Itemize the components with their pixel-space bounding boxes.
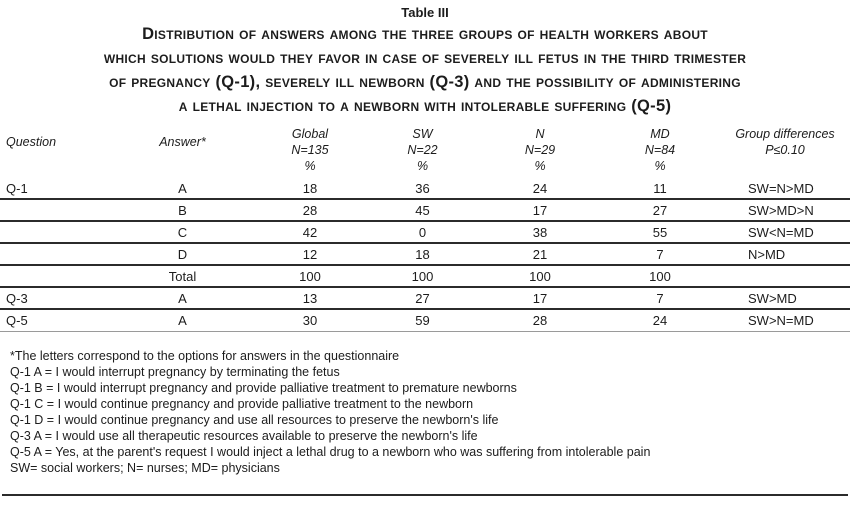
col-header-percent: % — [654, 159, 666, 173]
cell-group-diff: SW<N=MD — [748, 224, 814, 240]
cell-md: 24 — [652, 313, 668, 328]
col-header-question — [0, 124, 110, 178]
cell-group-diff: SW>MD — [748, 290, 797, 306]
cell-answer: C — [177, 224, 188, 240]
cell-global: 12 — [302, 246, 318, 262]
cell-group-diff: SW>N=MD — [748, 313, 814, 328]
col-header-nurses — [480, 124, 600, 178]
cell-n: 28 — [532, 313, 548, 328]
col-header-label: SW — [412, 127, 433, 141]
footnote-q1b: Q-1 B = I would interrupt pregnancy and provide palliative treatment to premature newborns — [10, 381, 517, 395]
cell-sw: 59 — [415, 313, 430, 328]
col-header-label: Question — [6, 135, 57, 149]
footnote-q5a: Q-5 A = Yes, at the parent's request I would inject a lethal drug to a newborn who was suffering from intolerable pain — [10, 445, 651, 459]
table-row — [0, 288, 850, 310]
cell-n: 17 — [532, 202, 548, 218]
col-header-group-differences — [720, 124, 850, 178]
col-header-label: N — [535, 127, 545, 141]
col-header-n: N=29 — [524, 143, 556, 157]
table-number-label: Table III — [401, 5, 449, 20]
figure-bottom-rule — [2, 494, 848, 496]
col-header-global — [255, 124, 365, 178]
table-caption — [0, 0, 850, 118]
cell-group-diff: SW>MD>N — [748, 202, 814, 218]
table-title-line: a lethal injection to a newborn with intolerable suffering (Q-5) — [178, 97, 672, 115]
table-footnotes — [0, 348, 850, 476]
cell-sw: 27 — [415, 290, 430, 306]
table-title-line: Distribution of answers among the three groups of health workers about — [142, 25, 708, 43]
cell-md: 100 — [649, 268, 671, 284]
cell-n: 100 — [529, 268, 551, 284]
table-row — [0, 244, 850, 266]
cell-n: 17 — [532, 290, 548, 306]
cell-global: 13 — [302, 290, 318, 306]
cell-answer: Total — [168, 268, 197, 284]
cell-md: 11 — [653, 180, 667, 196]
col-header-n: N=84 — [644, 143, 676, 157]
table-row — [0, 222, 850, 244]
cell-group-diff: SW=N>MD — [748, 180, 814, 196]
table-header-row — [0, 124, 850, 178]
table-row-total — [0, 266, 850, 288]
cell-question: Q-5 — [6, 313, 28, 328]
cell-global: 18 — [302, 180, 318, 196]
col-header-percent: % — [416, 159, 429, 173]
cell-n: 21 — [532, 246, 548, 262]
table-title-line: which solutions would they favor in case of severely ill fetus in the third trimester — [103, 49, 747, 67]
cell-md: 55 — [652, 224, 668, 240]
cell-md: 7 — [656, 246, 664, 262]
footnote-q1a: Q-1 A = I would interrupt pregnancy by terminating the fetus — [10, 365, 340, 379]
cell-answer: D — [177, 246, 188, 262]
col-header-n: N=22 — [407, 143, 438, 157]
col-header-label: Group differences — [735, 127, 835, 141]
col-header-sw — [365, 124, 480, 178]
cell-global: 28 — [302, 202, 318, 218]
footnote-q1d: Q-1 D = I would continue pregnancy and use all resources to preserve the newborn's life — [10, 413, 499, 427]
table-title-line: of pregnancy (Q-1), severely ill newborn (Q-3) and the possibility of administering — [109, 73, 741, 91]
cell-n: 24 — [532, 180, 548, 196]
cell-n: 38 — [532, 224, 548, 240]
cell-global: 30 — [302, 313, 318, 328]
footnote-abbreviations: SW= social workers; N= nurses; MD= physicians — [10, 461, 280, 475]
table-row — [0, 178, 850, 200]
cell-global: 42 — [302, 224, 318, 240]
cell-sw: 18 — [415, 246, 430, 262]
cell-sw: 36 — [415, 180, 430, 196]
footnote-q1c: Q-1 C = I would continue pregnancy and provide palliative treatment to the newborn — [10, 397, 474, 411]
col-header-percent: % — [534, 159, 546, 173]
cell-global: 100 — [299, 268, 321, 284]
cell-group-diff: N>MD — [748, 246, 786, 262]
cell-answer: A — [178, 313, 187, 328]
footnote-asterisk: *The letters correspond to the options for answers in the questionnaire — [10, 349, 400, 363]
col-header-label: Global — [291, 127, 329, 141]
col-header-pvalue: P≤0.10 — [765, 143, 805, 157]
col-header-answer — [110, 124, 255, 178]
cell-answer: B — [178, 202, 187, 218]
cell-answer: A — [178, 180, 187, 196]
table-row — [0, 310, 850, 332]
col-header-label: Answer* — [159, 135, 206, 149]
col-header-md — [600, 124, 720, 178]
cell-md: 7 — [656, 290, 664, 306]
footnote-q3a: Q-3 A = I would use all therapeutic resources available to preserve the newborn's life — [10, 429, 478, 443]
col-header-label: MD — [650, 127, 670, 141]
cell-md: 27 — [652, 202, 668, 218]
cell-sw: 100 — [411, 268, 434, 284]
col-header-percent: % — [304, 159, 316, 173]
col-header-n: N=135 — [291, 143, 329, 157]
table-row — [0, 200, 850, 222]
cell-question: Q-1 — [6, 180, 28, 196]
cell-sw: 45 — [415, 202, 430, 218]
cell-sw: 0 — [418, 224, 427, 240]
cell-question: Q-3 — [6, 290, 28, 306]
table-body — [0, 178, 850, 332]
cell-answer: A — [178, 290, 187, 306]
